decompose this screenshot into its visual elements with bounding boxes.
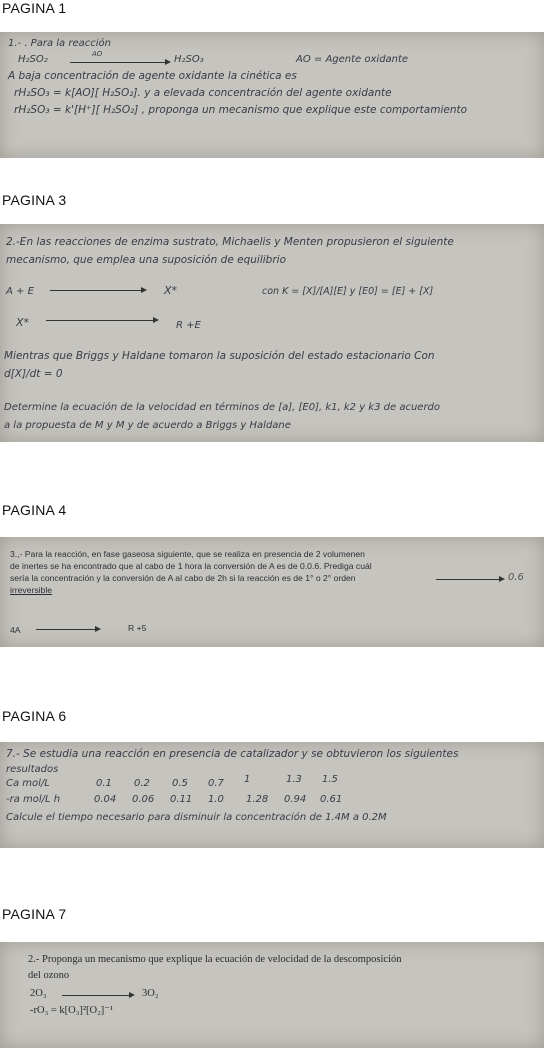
p4-line-3: sería la concentración y la conversión de A al cabo de 2h si la reacción es de 1° o 2° orden — [10, 573, 356, 583]
p6-rate-value: 0.06 — [132, 794, 155, 805]
p6-line-2: resultados — [6, 764, 59, 775]
p7-reaction-arrow — [62, 995, 130, 996]
page-label-7: PAGINA 7 — [2, 906, 67, 922]
p4-line-1: 3.,- Para la reacción, en fase gaseosa siguiente, que se realiza en presencia de 2 volumenen — [10, 549, 365, 559]
p1-reaction-arrow — [70, 62, 166, 63]
p3-equilibrium-constant: con K = [X]/[A][E] y [E0] = [E] + [X] — [262, 286, 434, 297]
p6-line-5: Calcule el tiempo necesario para disminuir la concentración de 1.4M a 0.2M — [6, 812, 387, 823]
p3-line-6: a la propuesta de M y M y de acuerdo a Briggs y Haldane — [4, 420, 291, 431]
page-label-4: PAGINA 4 — [2, 502, 67, 518]
page-1-photo — [0, 32, 544, 158]
p3-line-1: 2.-En las reacciones de enzima sustrato, Michaelis y Menten propusieron el siguiente — [6, 236, 454, 248]
p6-ca-value: 0.5 — [172, 778, 188, 789]
page-label-6: PAGINA 6 — [2, 708, 67, 724]
p6-ca-value: 1.3 — [286, 774, 302, 785]
p7-eq-right: 3O₂ — [142, 988, 159, 999]
p6-ca-value: 0.7 — [208, 778, 224, 789]
p3-line-2: mecanismo, que emplea una suposición de equilibrio — [6, 254, 286, 266]
p4-line-4: irreversible — [10, 585, 53, 595]
p6-rate-value: 0.61 — [320, 794, 343, 805]
p1-line-3: A baja concentración de agente oxidante la cinética es — [8, 70, 297, 82]
p4-reaction-arrow — [36, 629, 96, 630]
page-6-photo — [0, 742, 544, 848]
p3-eq1-arrow — [50, 290, 142, 291]
p3-eq2-right: R +E — [176, 320, 201, 331]
page-3-photo — [0, 224, 544, 442]
p1-line-4: rH₂SO₃ = k[AO][ H₂SO₂]. y a elevada concentración del agente oxidante — [14, 87, 392, 99]
p6-rate-value: 0.04 — [94, 794, 117, 805]
p6-ca-value: 1 — [244, 774, 251, 785]
p3-line-5: Determine la ecuación de la velocidad en términos de [a], [E0], k1, k2 y k3 de acuerdo — [4, 402, 441, 413]
p7-line-2: del ozono — [28, 970, 70, 981]
page-label-1: PAGINA 1 — [2, 0, 67, 16]
p4-handwritten-note: 0.6 — [508, 572, 524, 583]
p6-row-2-label: -ra mol/L h — [6, 794, 61, 805]
p6-line-1: 7.- Se estudia una reacción en presencia de catalizador y se obtuvieron los siguientes — [6, 748, 459, 760]
p3-eq2-arrow — [46, 320, 154, 321]
p1-line-1: 1.- . Para la reacción — [8, 38, 111, 49]
p4-line-2: de inertes se ha encontrado que al cabo de 1 hora la conversión de A es de 0.0.6. Prediga cuál — [10, 561, 372, 571]
p6-rate-value: 1.0 — [208, 794, 224, 805]
p6-rate-value: 0.94 — [284, 794, 307, 805]
p1-reactant: H₂SO₂ — [18, 54, 48, 65]
p6-ca-value: 0.2 — [134, 778, 150, 789]
p4-note-arrow — [436, 579, 500, 580]
p3-line-3: Mientras que Briggs y Haldane tomaron la suposición del estado estacionario Con — [4, 350, 435, 362]
p1-ao-definition: AO = Agente oxidante — [296, 54, 409, 65]
p6-row-1-label: Ca mol/L — [6, 778, 50, 789]
page-label-3: PAGINA 3 — [2, 192, 67, 208]
p3-line-4: d[X]/dt = 0 — [4, 368, 63, 380]
p1-arrow-label: AO — [92, 50, 103, 58]
p6-ca-value: 0.1 — [96, 778, 112, 789]
p7-eq-left: 2O₃ — [30, 988, 47, 999]
p3-eq1-right: X* — [164, 284, 178, 297]
p1-product: H₂SO₃ — [174, 54, 204, 65]
p3-eq2-left: X* — [16, 316, 30, 329]
p3-eq1-left: A + E — [6, 286, 34, 297]
page-4-photo — [0, 537, 544, 647]
p6-ca-value: 1.5 — [322, 774, 338, 785]
p7-rate-law: -rO₃ = k[O₃]²[O₂]⁻¹ — [30, 1005, 113, 1016]
page-7-photo — [0, 942, 544, 1048]
p7-line-1: 2.- Proponga un mecanismo que explique la ecuación de velocidad de la descomposición — [28, 954, 402, 965]
p6-rate-value: 1.28 — [246, 794, 269, 805]
p1-line-5: rH₂SO₃ = k'[H⁺][ H₂SO₂] , proponga un mecanismo que explique este comportamiento — [14, 104, 468, 116]
p6-rate-value: 0.11 — [170, 794, 193, 805]
p4-eq-left: 4A — [10, 625, 21, 635]
p4-eq-right: R +5 — [128, 623, 147, 633]
